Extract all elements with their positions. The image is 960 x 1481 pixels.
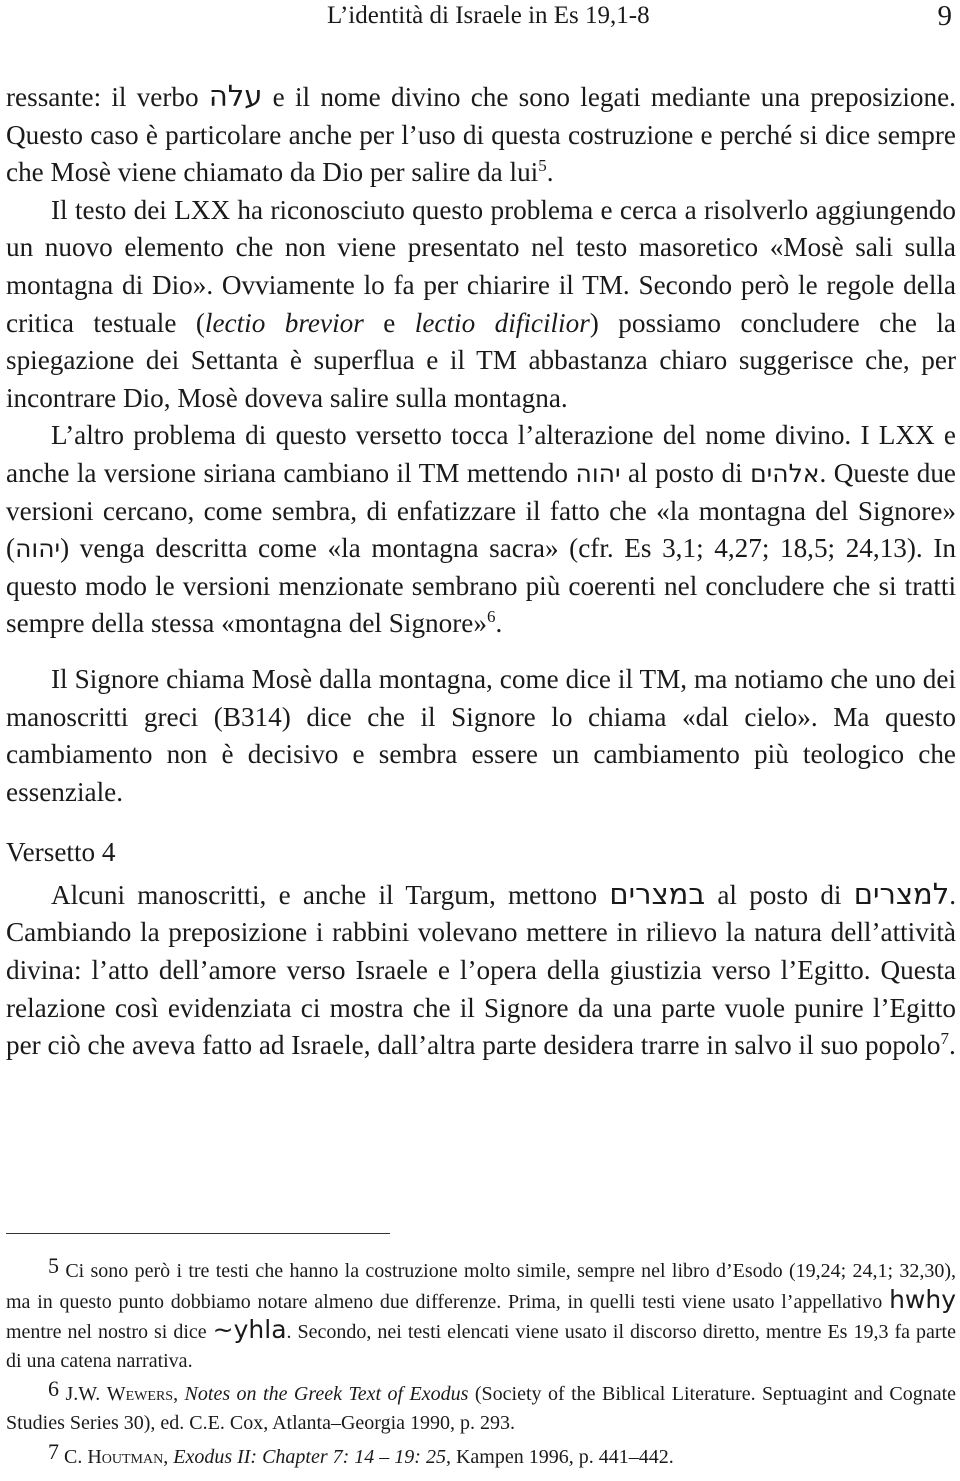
text-run: . Queste due versioni cercano, come sembra, di enfatizzare il fatto che «la montagna del Signore» ( xyxy=(6,457,956,564)
text-run: Ci sono però i tre testi che hanno la costruzione molto simile, sempre nel libro d’Esodo (19,24; 24,1; 32,30), ma in questo punto dobbiamo notare almeno due differenze. Prima, in quelli testi viene usato l’appellativo xyxy=(6,1260,956,1313)
italic-term: lectio dificilior xyxy=(414,307,590,338)
hebrew-word: יהוה xyxy=(575,458,621,488)
text-run: al posto di xyxy=(620,457,751,488)
hebrew-word: עלה xyxy=(208,79,263,113)
text-run: Il testo dei LXX ha riconosciuto questo problema e cerca a risolverlo aggiungendo un nuovo elemento che non viene presentato nel testo masoretico «Mosè sali sulla montagna di Dio». Ovviamente lo fa per chiarire il TM. Secondo però le regole della critica testuale ( xyxy=(6,194,956,338)
text-run: . xyxy=(949,1030,956,1061)
body-text xyxy=(6,78,956,1065)
page-header xyxy=(0,0,960,36)
text-run: Alcuni manoscritti, e anche il Targum, mettono xyxy=(51,879,610,910)
text-run: . xyxy=(495,608,503,639)
text-run: . Cambiando la preposizione i rabbini volevano mettere in rilievo la natura dell’attività divina: l’atto dell’amore verso Israele e l’opera della giustizia verso l’Egitto. Questa relazione così evidenziata ci mostra che il Signore da una parte vuole punire l’Egitto per ciò che aveva fatto ad Israele, dall’altra parte desidera trarre in salvo il suo popolo xyxy=(6,879,956,1061)
author-name: Wewers xyxy=(106,1383,174,1406)
paragraph-3 xyxy=(6,417,956,643)
text-run: L’altro problema di questo versetto tocca l’alterazione del nome divino. I LXX e anche la versione siriana cambiano il TM mettendo xyxy=(6,420,956,488)
text-run: , xyxy=(173,1383,185,1406)
text-run: C. xyxy=(64,1445,88,1468)
footnote-ref-7: 7 xyxy=(940,1029,950,1049)
footnote-7 xyxy=(6,1438,956,1472)
text-run: e xyxy=(363,307,415,338)
text-run: al posto di xyxy=(705,879,854,910)
text-run: , xyxy=(163,1445,174,1468)
section-heading: Versetto 4 xyxy=(6,837,116,868)
italic-term: lectio brevior xyxy=(204,307,364,338)
hebrew-word: במצרים xyxy=(609,876,706,911)
footnote-6 xyxy=(6,1375,956,1437)
paragraph-2 xyxy=(6,192,956,418)
page-number: 9 xyxy=(937,0,952,32)
footnote-separator xyxy=(6,1233,390,1234)
footnote-number: 6 xyxy=(48,1376,59,1402)
text-run: . xyxy=(546,157,554,188)
text-run: (Society of the Biblical Literature. Septuagint and Cognate Studies Series 30), ed. C.E. Cox, Atlanta–Georgia 1990, p. 293. xyxy=(6,1383,957,1434)
text-run: e il nome divino che sono legati mediante una preposizione. Questo caso è particolare anche per l’uso di questa costruzione e perché si dice sempre che Mosè viene chiamato da Dio per salire da lui xyxy=(6,82,956,188)
text-run: J.W. xyxy=(65,1383,107,1406)
text-run: ) possiamo concludere che la spiegazione dei Settanta è superflua e il TM abbastanza chiaro suggerisce che, per incontrare Dio, Mosè doveva salire sulla montagna. xyxy=(6,307,956,413)
text-run: . Secondo, nei testi elencati viene usato il discorso diretto, mentre Es 19,3 fa parte di una catena narrativa. xyxy=(6,1321,956,1372)
text-run: ressante: il verbo xyxy=(6,82,209,112)
footnote-number: 7 xyxy=(48,1438,59,1464)
footnote-ref-6: 6 xyxy=(486,607,496,627)
text-run: , Kampen 1996, p. 441–442. xyxy=(445,1445,674,1468)
book-title: Exodus II: Chapter 7: 14 – 19: 25 xyxy=(173,1445,446,1468)
footnote-number: 5 xyxy=(48,1253,59,1278)
footnote-5 xyxy=(6,1252,956,1375)
hebrew-word: אלהים xyxy=(750,458,820,488)
transliteration: hwhy xyxy=(889,1284,956,1314)
hebrew-word: למצרים xyxy=(853,876,950,911)
footnote-ref-5: 5 xyxy=(538,156,547,176)
book-title: Notes on the Greek Text of Exodus xyxy=(184,1383,469,1406)
hebrew-word: יהוה xyxy=(15,534,61,564)
running-head: L’identità di Israele in Es 19,1-8 xyxy=(327,2,650,29)
paragraph-4: Il Signore chiama Mosè dalla montagna, come dice il TM, ma notiamo che uno dei manoscritti greci (B314) dice che il Signore lo chiama «dal cielo». Ma questo cambiamento non è decisivo e sembra essere un cambiamento più teologico che essenziale. xyxy=(6,663,956,807)
transliteration: ~yhla xyxy=(212,1315,287,1345)
footnotes xyxy=(6,1252,956,1471)
paragraph-1 xyxy=(6,78,956,192)
text-run: ) venga descritta come «la montagna sacra» (cfr. Es 3,1; 4,27; 18,5; 24,13). In questo modo le versioni menzionate sembrano più coerenti nel concludere che si tratti sempre della stessa «montagna del Signore» xyxy=(6,533,956,639)
paragraph-5 xyxy=(6,876,956,1065)
author-name: Houtman xyxy=(87,1445,164,1468)
text-run: mentre nel nostro si dice xyxy=(6,1321,213,1344)
